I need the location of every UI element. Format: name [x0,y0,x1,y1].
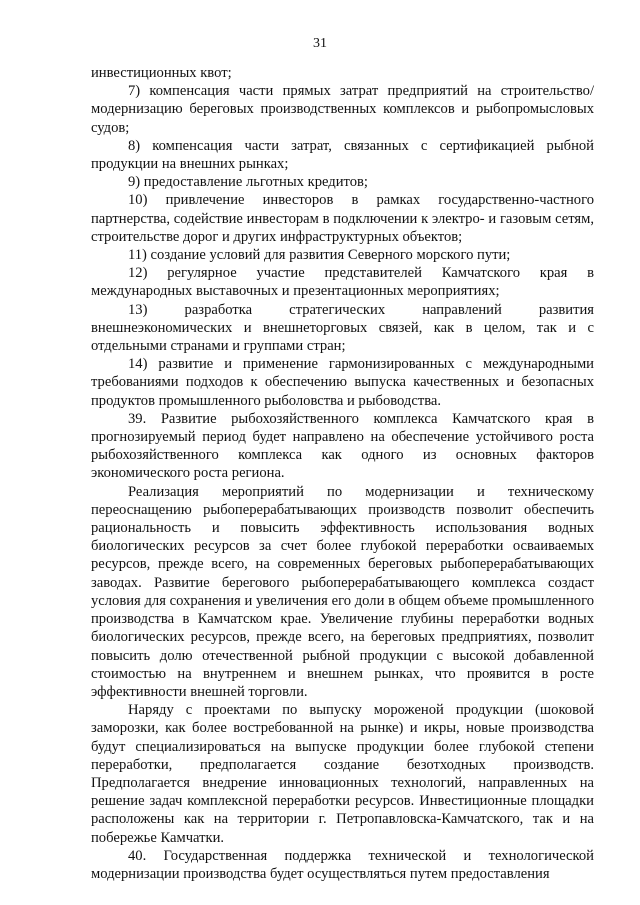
paragraph: 9) предоставление льготных кредитов; [128,174,368,191]
paragraph: 10) привлечение инвесторов в рамках государственно-частного партнерства, содействие инвесторам в подключении к электро- и газовым сетям, строительстве дорог и других инфраструктурных объектов; [91,192,594,245]
page-number: 31 [313,36,327,51]
paragraph: Наряду с проектами по выпуску мороженой продукции (шоковой заморозки, как более востребованной на рынке) и икры, новые производства будут специализироваться на выпуске продукции более глубокой степени переработки, предполагается создание безотходных производств. Предполагается внедрение инновационных технологий, направленных на решение задач комплексной переработки ресурсов. Инвестиционные площадки расположены как на территории г. Петропавловска-Камчатского, так и на побережье Камчатки. [91,702,594,846]
paragraph: Реализация мероприятий по модернизации и техническому переоснащению рыбоперерабатывающих производств позволит обеспечить рациональность и повысить эффективность использования водных биологических ресурсов за счет более глубокой переработки осваиваемых ресурсов, прежде всего, на современных береговых рыбоперерабатывающих заводах. Развитие берегового рыбоперерабатывающего комплекса создаст условия для сохранения и увеличения его доли в общем объеме промышленного производства в Камчатском крае. Увеличение глубины переработки водных биологических ресурсов, прежде всего, на береговых предприятиях, позволит повысить долю отечественной рыбной продукции с высокой добавленной стоимостью на внутреннем и внешнем рынках, что проявится в росте эффективности внешней торговли. [91,483,594,700]
paragraph: 40. Государственная поддержка технической и технологической модернизации производства будет осуществляться путем предоставления [91,847,594,882]
paragraph: 13) разработка стратегических направлений развития внешнеэкономических и внешнеторговых связей, как в целом, так и с отдельными странами и группами стран; [91,301,594,355]
paragraph: инвестиционных квот; [91,65,232,81]
document-body [91,64,594,883]
paragraph: 7) компенсация части прямых затрат предприятий на строительство/ модернизацию береговых производственных комплексов и рыбопромысловых судов; [91,83,594,136]
paragraph: 11) создание условий для развития Северного морского пути; [128,247,511,264]
paragraph: 14) развитие и применение гармонизированных с международными требованиями подходов к обеспечению выпуска качественных и безопасных продуктов промышленного рыболовства и рыбоводства. [91,356,594,409]
paragraph: 39. Развитие рыбохозяйственного комплекса Камчатского края в прогнозируемый период будет направлено на обеспечение устойчивого роста рыбохозяйственного комплекса как одного из основных факторов экономического роста региона. [91,410,594,482]
paragraph: 8) компенсация части затрат, связанных с сертификацией рыбной продукции на внешних рынках; [91,137,594,173]
paragraph: 12) регулярное участие представителей Камчатского края в международных выставочных и презентационных мероприятиях; [91,265,594,300]
